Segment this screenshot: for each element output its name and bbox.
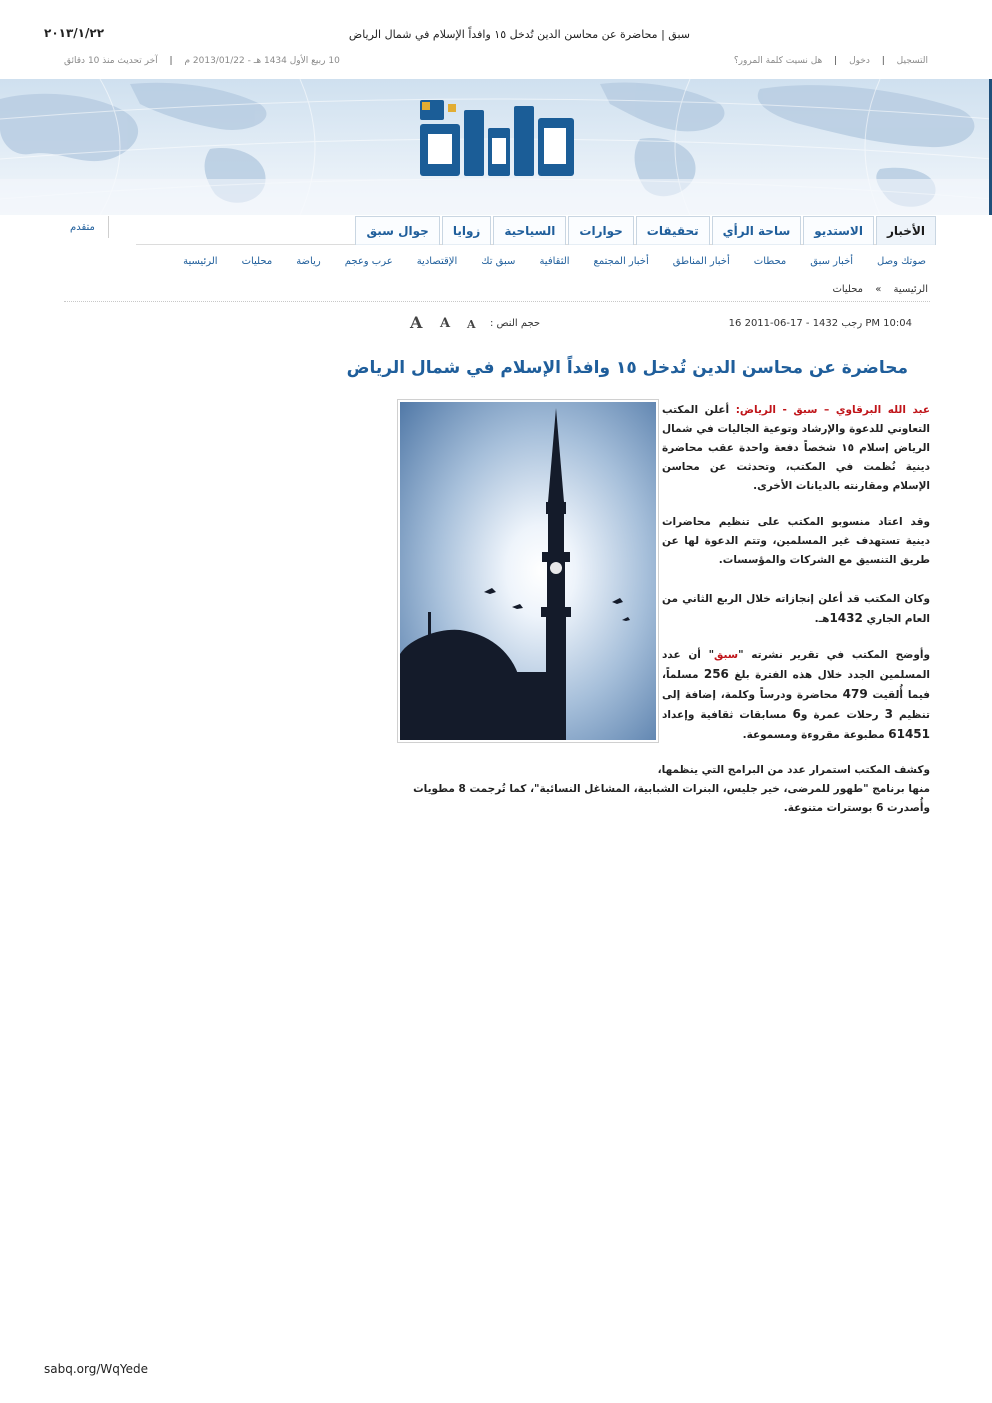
article-paragraph [662,401,930,496]
tab-interviews[interactable]: حوارات [568,216,633,245]
subnav-regions[interactable]: أخبار المناطق [672,256,730,267]
login-link[interactable]: دخول [849,56,870,66]
article-headline: محاضرة عن محاسن الدين تُدخل ١٥ وافداً الإسلام في شمال الرياض [346,358,908,378]
tab-tourism[interactable]: السياحية [493,216,566,245]
article-date: 16 رجب 1432 - 17-06-2011 PM 10:04 [728,318,912,329]
short-url: sabq.org/WqYede [44,1362,148,1376]
print-title: سبق | محاضرة عن محاسن الدين تُدخل ١٥ وافداً الإسلام في شمال الرياض [348,28,690,41]
number-value: 61451 [888,727,930,741]
divider: | [169,56,173,66]
paragraph-text: مطبوعة مقروءة ومسموعة. [742,729,889,741]
current-date: 10 ربيع الأول 1434 هـ - 2013/01/22 م [184,56,340,66]
subnav-sports[interactable]: رياضة [296,256,321,267]
advanced-search-link[interactable]: متقدم [70,222,95,233]
paragraph-text: وأوضح المكتب في تقرير نشرته " [738,649,930,661]
subnav-stations[interactable]: محطات [753,256,787,267]
subnav-local[interactable]: محليات [241,256,273,267]
subnav-economy[interactable]: الإقتصادية [416,256,458,267]
breadcrumb [832,284,928,295]
paragraph-text: وكان المكتب قد أعلن إنجازاته خلال الربع الثاني من العام الجاري [662,593,930,625]
register-link[interactable]: التسجيل [896,56,928,66]
mosque-minaret-image [400,402,656,740]
breadcrumb-section[interactable]: محليات [832,284,864,295]
subnav-culture[interactable]: الثقافية [539,256,570,267]
breadcrumb-divider [64,301,930,302]
paragraph-text: هـ. [814,613,830,625]
tab-studio[interactable]: الاستديو [803,216,874,245]
number-value: 479 [842,687,868,701]
print-date: ٢٠١٣/١/٢٢ [44,26,105,40]
article-paragraph [662,646,930,745]
article-byline: عبد الله البرقاوي – سبق - الرياض: [735,404,930,416]
subnav-community[interactable]: أخبار المجتمع [593,256,649,267]
sabq-mention: سبق [714,649,739,661]
last-update: آخر تحديث منذ 10 دقائق [64,56,158,66]
subnav-your-voice[interactable]: صوتك وصل [877,256,926,267]
paragraph-text: " أن عدد المسلمين الجدد خلال هذه الفترة بلغ [662,649,930,681]
paragraph-line: منها برنامج "طهور للمرضى، خير جليس، البنرات الشبابية، المشاغل النسائية"، كما تُرجمت 8 مطويات وأُصدرت 6 بوسترات متنوعة. [413,783,930,814]
subnav-sabq-news[interactable]: أخبار سبق [810,256,854,267]
tab-news[interactable]: الأخبار [876,216,936,245]
breadcrumb-separator: » [875,284,882,295]
tab-investigations[interactable]: تحقيقات [636,216,710,245]
article-paragraph: وقد اعتاد منسوبو المكتب على تنظيم محاضرات دينية تستهدف غير المسلمين، وتتم الدعوة لها عن طريق التنسيق مع الشركات والمؤسسات. [662,516,930,566]
paragraph-text: مسابقات ثقافية وإعداد [662,709,793,721]
paragraph-text: مسلماً، فيما أُلقيت [662,669,930,701]
sabq-logo[interactable] [418,98,576,180]
font-size-large-button[interactable]: A [410,313,423,332]
paragraph-text: محاضرة ودرساً وكلمة، إضافة إلى تنظيم [662,689,930,721]
article-photo [397,399,659,743]
number-value: 6 [792,707,801,721]
site-status [64,56,340,66]
subnav-home[interactable]: الرئيسية [183,256,218,267]
sub-nav [183,256,926,267]
divider: | [834,56,838,66]
article-paragraph [662,590,930,629]
article-paragraph [400,761,930,818]
forgot-password-link[interactable]: هل نسيت كلمة المرور؟ [733,56,823,66]
main-nav-tabs [355,216,936,245]
tab-columns[interactable]: زوايا [442,216,492,245]
number-value: 3 [884,707,893,721]
number-value: 1432 [829,611,863,625]
font-size-small-button[interactable]: A [467,318,476,331]
font-size-medium-button[interactable]: A [440,316,451,331]
paragraph-text: أعلن المكتب التعاوني للدعوة والإرشاد وتوعية الجاليات في شمال الرياض إسلام ١٥ شخصاً دفعة واحدة عقب محاضرة دينية نُظمت في المكتب، وتحدثت عن محاسن الإسلام ومقارنته بالديانات الأخرى. [662,404,930,492]
paragraph-line: وكشف المكتب استمرار عدد من البرامج التي ينظمها، [657,764,930,776]
tab-opinion[interactable]: ساحة الرأي [712,216,802,245]
divider: | [881,56,885,66]
breadcrumb-home[interactable]: الرئيسية [893,284,928,295]
font-size-label: حجم النص : [490,318,541,329]
subnav-arab-world[interactable]: عرب وعجم [344,256,393,267]
subnav-sabq-tech[interactable]: سبق تك [481,256,516,267]
account-links [734,56,928,66]
number-value: 256 [703,667,729,681]
paragraph-text: رحلات عمرة و [800,709,885,721]
tab-sabq-mobile[interactable]: جوال سبق [355,216,439,245]
